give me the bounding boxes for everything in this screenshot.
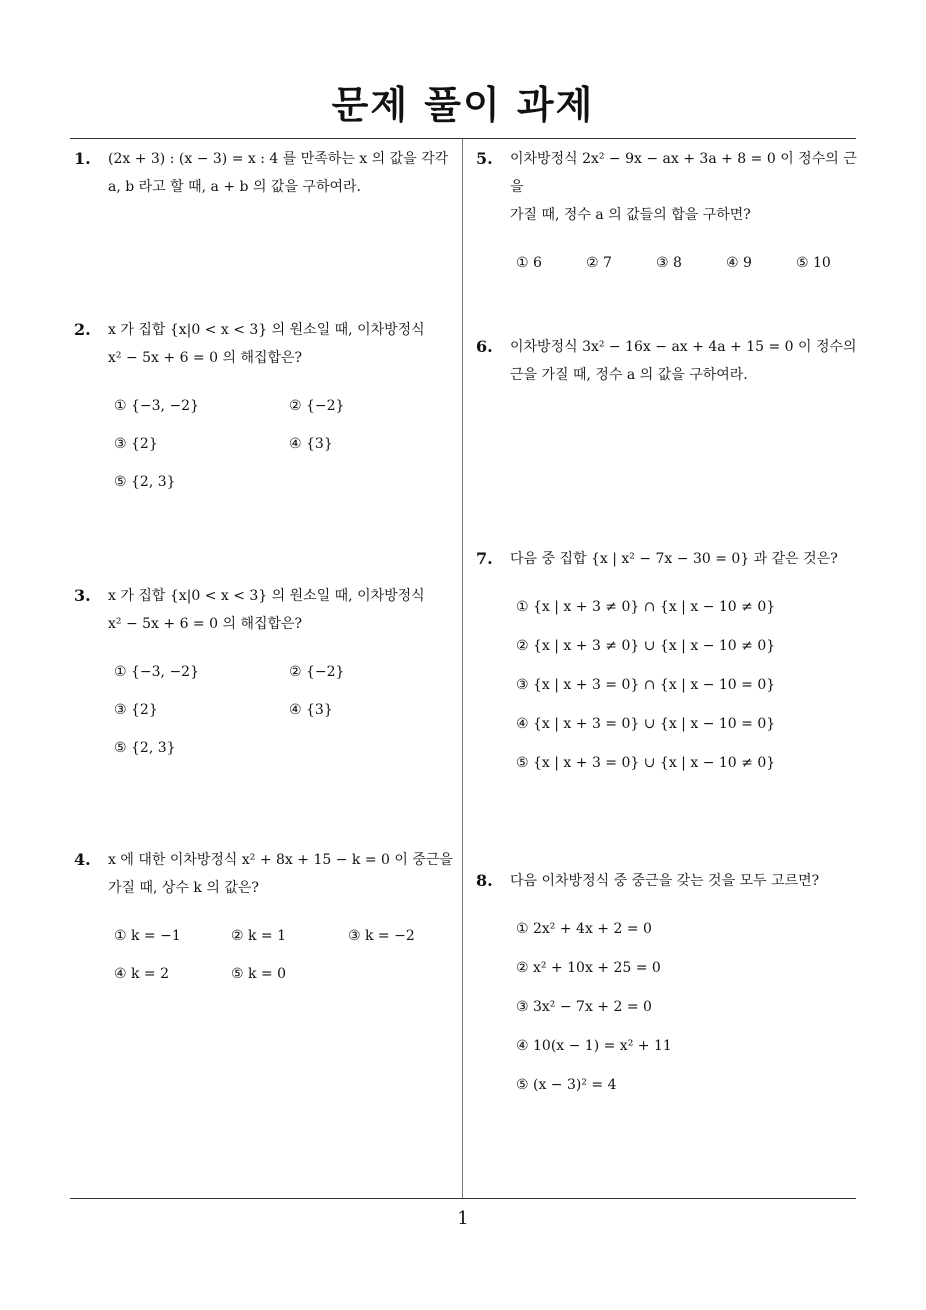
answer-option-5[interactable]: ⑤ (x − 3)² = 4 [516,1077,617,1093]
answer-option-3[interactable]: ③ {2} [114,436,158,452]
question-stem-line: 근을 가질 때, 정수 a 의 값을 구하여라. [510,367,748,383]
question-number: 4. [74,850,91,869]
question-stem-line: x² − 5x + 6 = 0 의 해집합은? [108,350,303,366]
header-rule [70,138,856,139]
question-6 [476,333,861,389]
question-stem-line: 가질 때, 상수 k 의 값은? [108,880,259,896]
answer-option-2[interactable]: ② 7 [586,255,612,271]
question-number: 1. [74,149,91,168]
question-number: 7. [476,549,493,568]
question-stem-line: 이차방정식 3x² − 16x − ax + 4a + 15 = 0 이 정수의 [510,339,857,355]
question-number: 5. [476,149,493,168]
answer-option-2[interactable]: ② k = 1 [231,928,287,944]
question-stem-line: (2x + 3) : (x − 3) = x : 4 를 만족하는 x 의 값을 각각 [108,151,449,167]
question-4 [74,846,459,1002]
answer-option-1[interactable]: ① 6 [516,255,542,271]
question-number: 3. [74,586,91,605]
question-number: 2. [74,320,91,339]
question-5 [476,145,861,289]
answer-option-4[interactable]: ④ {3} [289,702,333,718]
answer-option-1[interactable]: ① 2x² + 4x + 2 = 0 [516,921,652,937]
answer-option-2[interactable]: ② x² + 10x + 25 = 0 [516,960,661,976]
answer-option-5[interactable]: ⑤ {2, 3} [114,740,176,756]
question-stem-line: x² − 5x + 6 = 0 의 해집합은? [108,616,303,632]
question-stem-line: 이차방정식 2x² − 9x − ax + 3a + 8 = 0 이 정수의 근을 [510,151,857,195]
answer-option-1[interactable]: ① {x | x + 3 ≠ 0} ∩ {x | x − 10 ≠ 0} [516,599,776,615]
question-number: 6. [476,337,493,356]
question-stem-line: x 가 집합 {x|0 < x < 3} 의 원소일 때, 이차방정식 [108,588,425,604]
answer-option-5[interactable]: ⑤ k = 0 [231,966,287,982]
answer-option-3[interactable]: ③ {x | x + 3 = 0} ∩ {x | x − 10 = 0} [516,677,776,693]
answer-option-3[interactable]: ③ k = −2 [348,928,415,944]
page-number: 1 [457,1208,469,1229]
answer-option-3[interactable]: ③ 8 [656,255,682,271]
question-number: 8. [476,871,493,890]
question-1 [74,145,459,201]
footer-rule [70,1198,856,1199]
answer-option-1[interactable]: ① k = −1 [114,928,181,944]
answer-option-2[interactable]: ② {−2} [289,664,345,680]
question-stem-line: 다음 이차방정식 중 중근을 갖는 것을 모두 고르면? [510,873,820,889]
answer-option-4[interactable]: ④ {3} [289,436,333,452]
answer-option-4[interactable]: ④ 10(x − 1) = x² + 11 [516,1038,672,1054]
answer-option-5[interactable]: ⑤ {2, 3} [114,474,176,490]
question-stem-line: x 에 대한 이차방정식 x² + 8x + 15 − k = 0 이 중근을 [108,852,453,868]
question-stem-line: 다음 중 집합 {x | x² − 7x − 30 = 0} 과 같은 것은? [510,551,838,567]
answer-option-3[interactable]: ③ {2} [114,702,158,718]
answer-option-2[interactable]: ② {−2} [289,398,345,414]
column-divider [462,139,463,1199]
answer-option-4[interactable]: ④ 9 [726,255,752,271]
answer-option-5[interactable]: ⑤ {x | x + 3 = 0} ∪ {x | x − 10 ≠ 0} [516,755,776,771]
question-3 [74,582,459,778]
answer-option-5[interactable]: ⑤ 10 [796,255,831,271]
question-stem-line: x 가 집합 {x|0 < x < 3} 의 원소일 때, 이차방정식 [108,322,425,338]
question-2 [74,316,459,512]
answer-option-2[interactable]: ② {x | x + 3 ≠ 0} ∪ {x | x − 10 ≠ 0} [516,638,776,654]
answer-option-1[interactable]: ① {−3, −2} [114,398,199,414]
answer-option-3[interactable]: ③ 3x² − 7x + 2 = 0 [516,999,652,1015]
page-title: 문제 풀이 과제 [331,83,595,127]
question-8 [476,867,861,1115]
question-7 [476,545,861,793]
question-stem-line: 가질 때, 정수 a 의 값들의 합을 구하면? [510,207,751,223]
answer-option-4[interactable]: ④ {x | x + 3 = 0} ∪ {x | x − 10 = 0} [516,716,776,732]
answer-option-1[interactable]: ① {−3, −2} [114,664,199,680]
answer-option-4[interactable]: ④ k = 2 [114,966,170,982]
question-stem-line: a, b 라고 할 때, a + b 의 값을 구하여라. [108,179,361,195]
